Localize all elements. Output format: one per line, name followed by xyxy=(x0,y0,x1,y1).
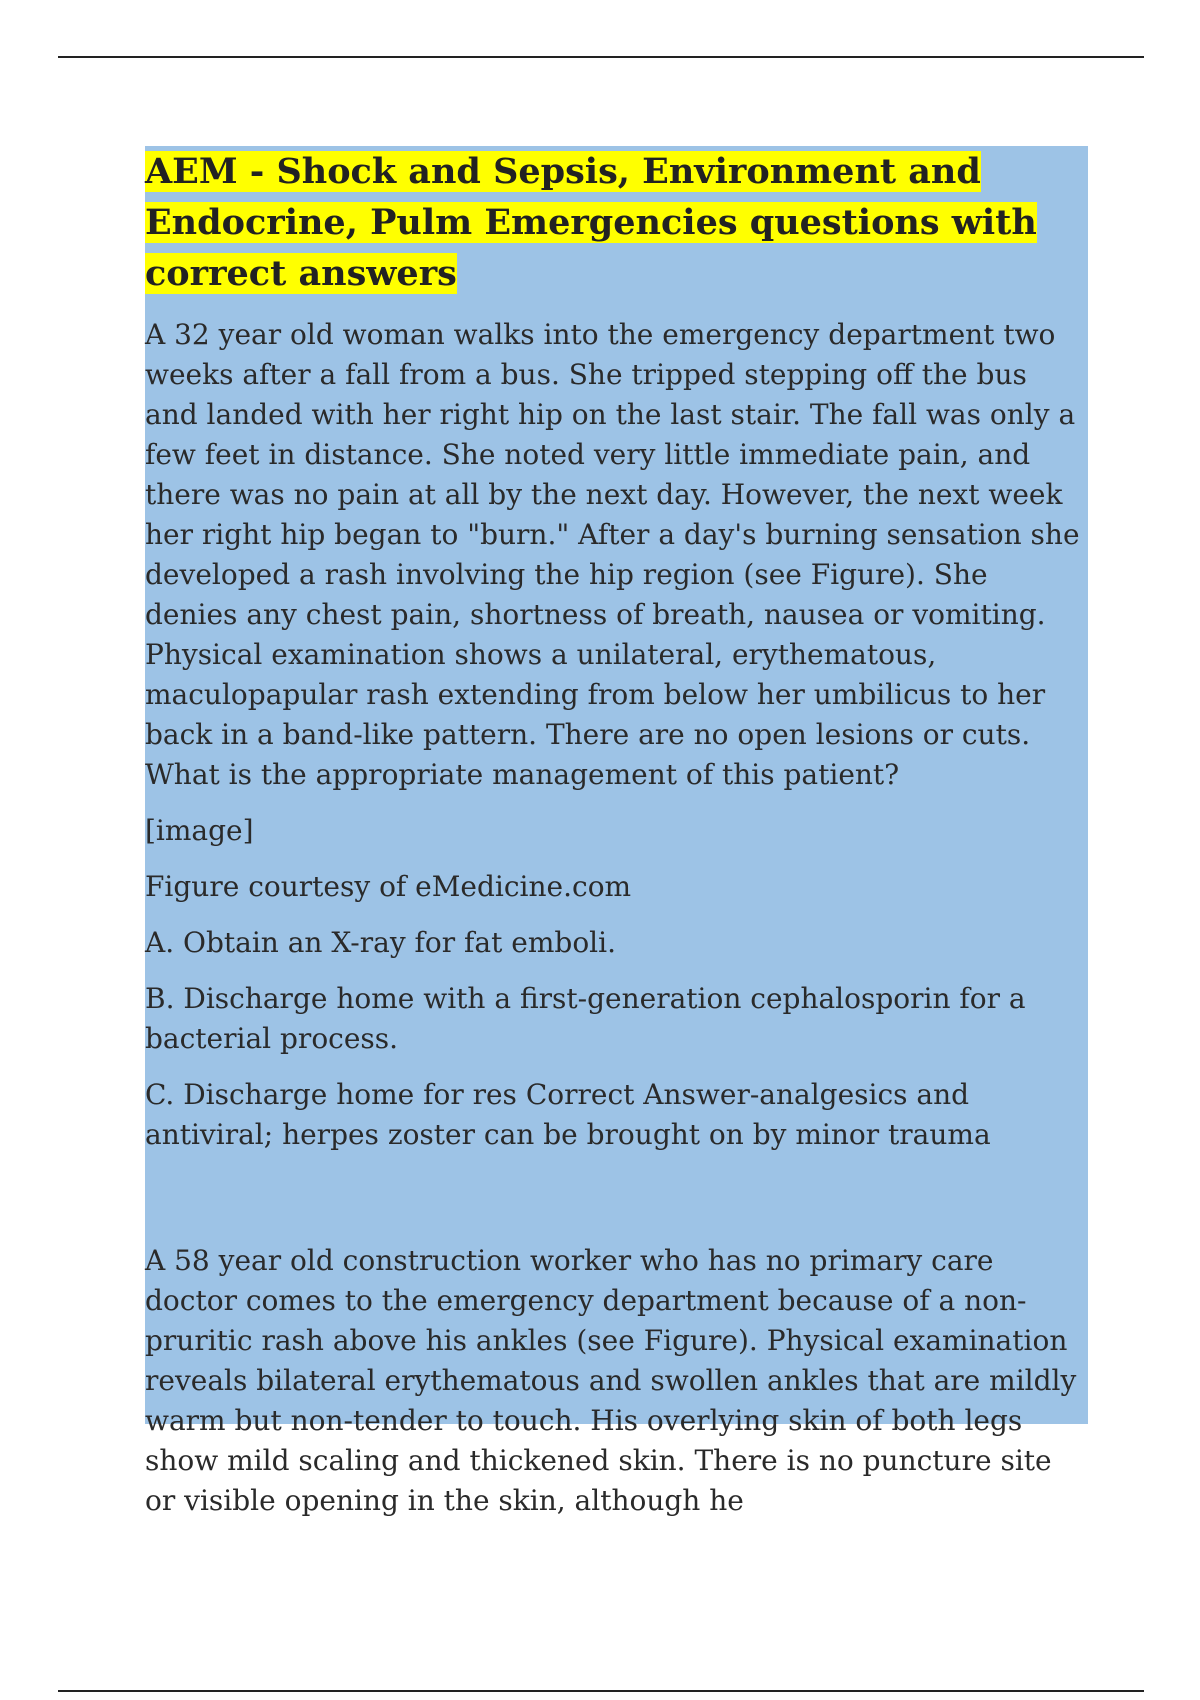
title-highlight: AEM - Shock and Sepsis, Environment and Endocrine, Pulm Emergencies questions with correct answers xyxy=(145,151,1037,294)
spacer xyxy=(145,1155,1088,1225)
option-b: B. Discharge home with a first-generation cephalosporin for a bacterial process. xyxy=(145,982,1026,1055)
image-placeholder: [image] xyxy=(145,814,254,847)
document-content xyxy=(145,146,1088,1517)
option-c-answer: C. Discharge home for res Correct Answer-analgesics and antiviral; herpes zoster can be brought on by minor trauma xyxy=(145,1078,991,1151)
header-rule xyxy=(58,56,1144,58)
document-title xyxy=(145,146,1088,299)
figure-caption: Figure courtesy of eMedicine.com xyxy=(145,870,632,903)
option-a: A. Obtain an X-ray for fat emboli. xyxy=(145,926,616,959)
question-2-stem: A 58 year old construction worker who has no primary care doctor comes to the emergency department because of a non-pruritic rash above his ankles (see Figure). Physical examination reveals bilateral erythematous and swollen ankles that are mildly warm but non-tender to touch. His overlying skin of both legs show mild scaling and thickened skin. There is no puncture site or visible opening in the skin, although he xyxy=(145,1244,1077,1517)
footer-rule xyxy=(58,1690,1144,1692)
question-1-stem: A 32 year old woman walks into the emergency department two weeks after a fall from a bus. She tripped stepping off the bus and landed with her right hip on the last stair. The fall was only a few feet in distance. She noted very little immediate pain, and there was no pain at all by the next day. However, the next week her right hip began to "burn." After a day's burning sensation she developed a rash involving the hip region (see Figure). She denies any chest pain, shortness of breath, nausea or vomiting. Physical examination shows a unilateral, erythematous, maculopapular rash extending from below her umbilicus to her back in a band-like pattern. There are no open lesions or cuts. What is the appropriate management of this patient? xyxy=(145,318,1080,791)
